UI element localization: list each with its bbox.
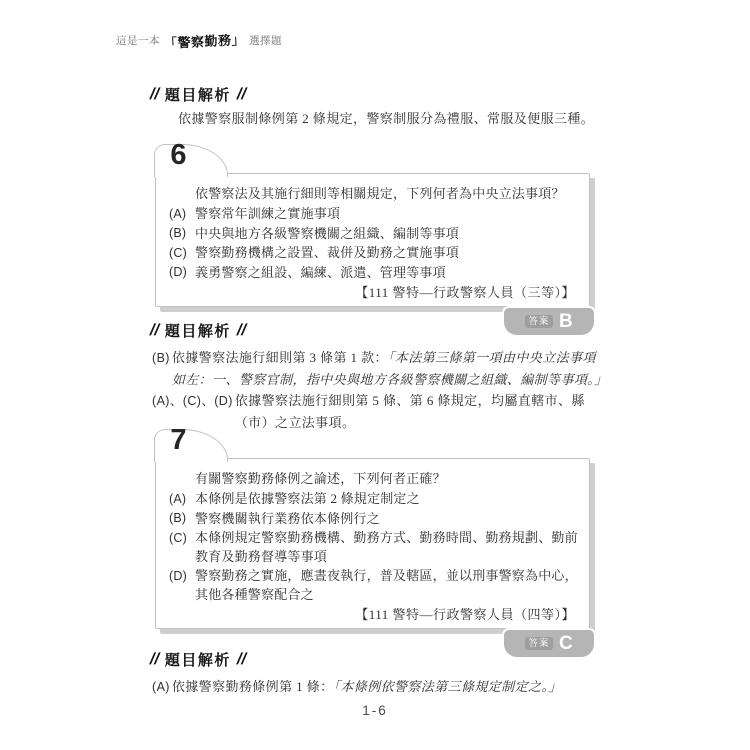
option-row-b [169,509,581,529]
analysis-body [152,347,608,433]
question-number: 6 [170,139,187,171]
option-text: 警察勤務之實施，應晝夜執行，普及轄區，並以刑事警察為中心，其他各種警察配合之 [195,568,578,602]
analysis-item [152,347,608,390]
analysis-text-quote: 「本條例依警察法第三條規定制定之。」 [333,679,562,694]
slash-mark: // [148,85,162,103]
question-number-tab [154,139,228,177]
option-row-c [169,528,581,566]
analysis-item-label: (A) [152,679,170,694]
analysis-text-normal: 依據警察勤務條例第 1 條： [171,679,334,694]
analysis-item-text [172,676,624,698]
exam-source: 【111 警特—行政警察人員（四等）】 [355,607,575,622]
page-number: 1-6 [362,703,388,718]
analysis-item-text [235,390,604,433]
option-label: (C) [169,530,187,545]
slash-mark: // [234,321,249,339]
analysis-text-quote: 「本法第三條第一項由中央立法事項如左：一、警察官制，指中央與地方各級警察機關之組織、編制等事項。」 [171,350,608,387]
option-text: 中央與地方各級警察機關之組織、編制等事項 [195,225,460,241]
slash-mark: // [234,85,249,103]
analysis-section-title [148,649,249,670]
analysis-item-text [171,347,608,390]
option-text: 警察勤務機構之設置、裁併及勤務之實施事項 [195,245,460,260]
option-row-c [169,243,581,263]
analysis-item [152,676,624,698]
option-row-d [169,263,581,283]
slash-mark: // [148,321,162,339]
slash-mark: // [148,650,162,668]
running-header-prefix: 這是一本 [116,35,160,47]
section-title-text: 題目解析 [164,323,231,340]
section-title-text: 題目解析 [164,652,231,669]
option-text: 本條例是依據警察法第 2 條規定制定之 [195,491,420,506]
slash-mark: // [234,650,249,668]
question-number: 7 [170,424,187,456]
analysis-section-title [148,84,249,105]
option-text: 警察機關執行業務依本條例行之 [195,510,380,526]
analysis-text-normal: 依據警察法施行細則第 3 條第 1 款： [171,350,388,365]
option-label: (C) [169,245,187,260]
option-label: (A) [169,491,187,506]
analysis-item-label: (B) [152,350,170,365]
answer-letter: B [559,311,573,332]
option-label: (D) [169,265,187,279]
analysis-body [152,676,624,698]
question-stem: 依警察法及其施行細則等相關規定，下列何者為中央立法事項？ [195,186,565,201]
question-number-tab [154,424,228,462]
analysis-item [152,390,604,433]
answer-label: 答案 [525,315,553,329]
book-title: 「警察勤務」 [163,31,246,52]
analysis-text-normal: 依據警察法施行細則第 5 條、第 6 條規定，均屬直轄市、縣（市）之立法事項。 [234,393,585,430]
question-card-7 [155,424,590,654]
exam-source: 【111 警特—行政警察人員（三等）】 [355,285,575,300]
option-label: (A) [169,206,187,221]
option-label: (D) [169,568,187,583]
answer-letter: C [559,633,573,654]
option-row-b [169,224,581,244]
answer-label: 答案 [525,637,553,651]
analysis-section-title [148,320,249,341]
option-row-d [169,566,581,604]
option-text: 警察常年訓練之實施事項 [195,206,341,221]
analysis-paragraph: 依據警察服制條例第 2 條規定，警察制服分為禮服、常服及便服三種。 [178,111,595,126]
analysis-item-label: (A)、(C)、(D) [152,393,233,408]
running-header-suffix: 選擇題 [249,35,283,47]
option-label: (B) [169,226,187,240]
option-text: 本條例規定警察勤務機構、勤務方式、勤務時間、勤務規劃、勤前教育及勤務督導等事項 [195,530,578,564]
option-row-a [169,204,581,224]
option-label: (B) [169,511,187,525]
answer-badge [504,630,594,657]
answer-badge [504,308,594,335]
section-title-text: 題目解析 [164,87,231,104]
option-text: 義勇警察之組設、編練、派遣、管理等事項 [195,264,446,280]
question-stem: 有關警察勤務條例之論述，下列何者正確？ [195,471,446,486]
option-row-a [169,489,581,509]
running-header [116,31,282,50]
